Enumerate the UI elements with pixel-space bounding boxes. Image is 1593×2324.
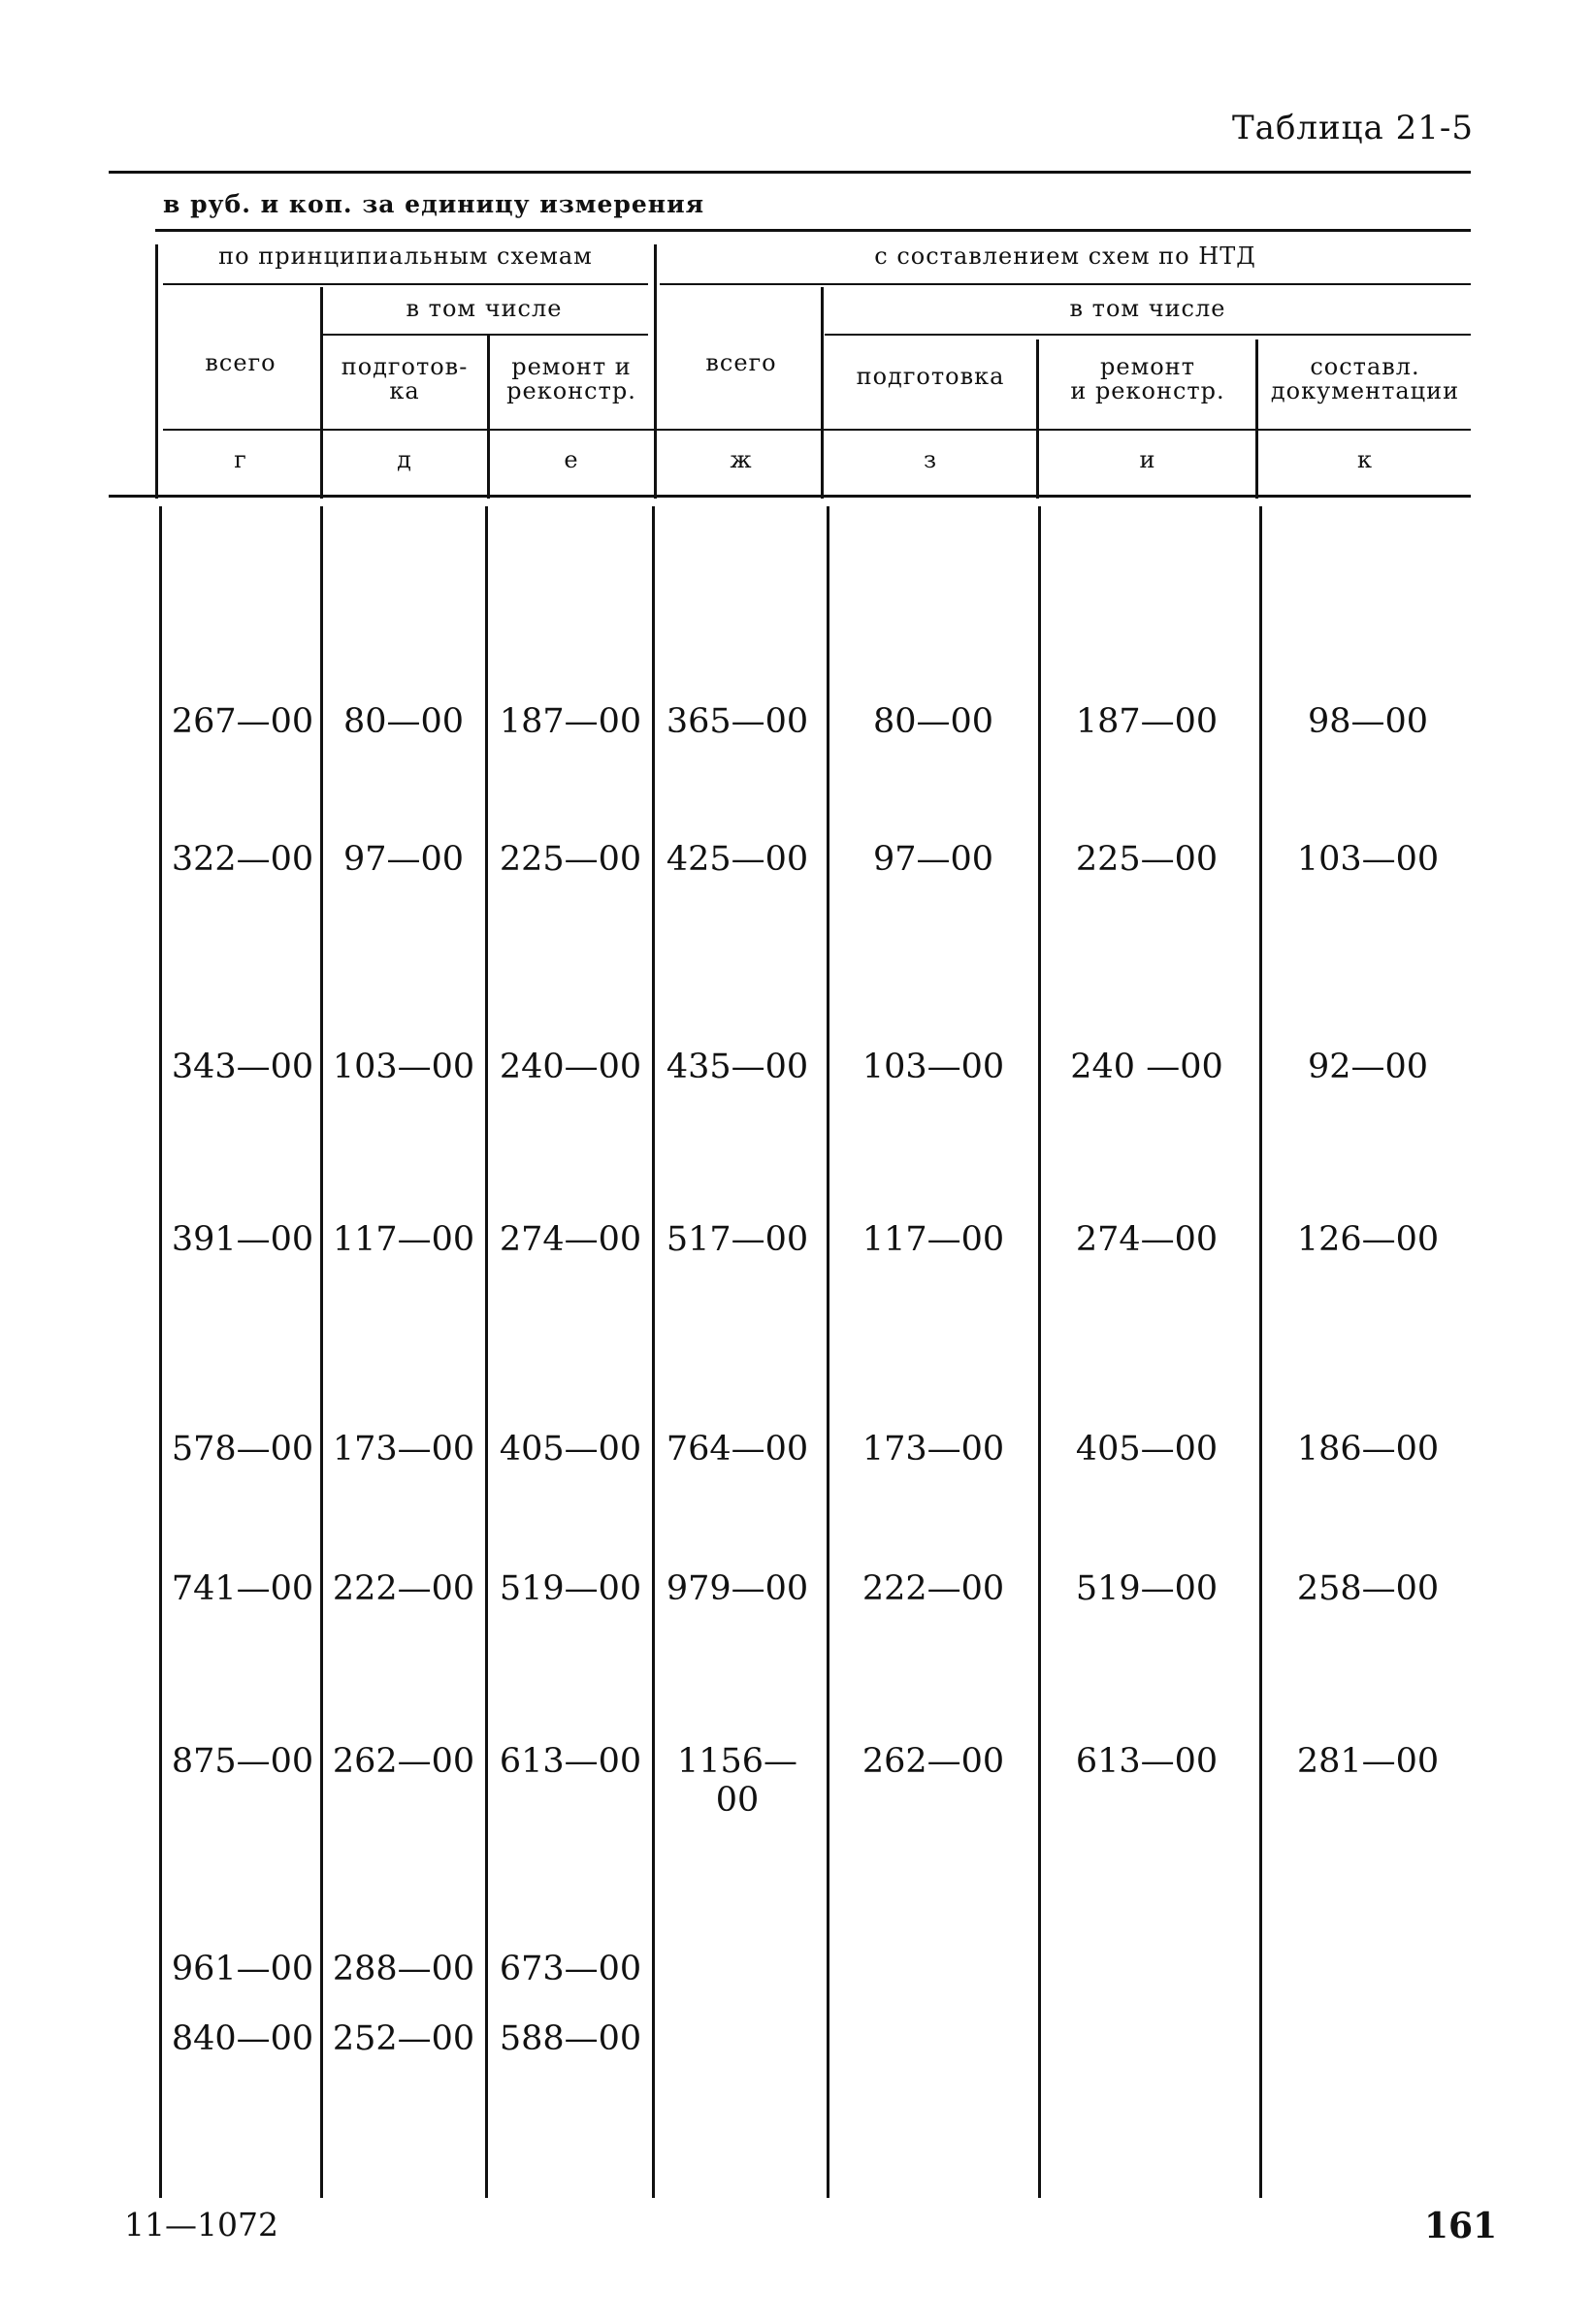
cell-k: 126—00	[1296, 1220, 1440, 1259]
cell-zh: 979—00	[666, 1569, 809, 1608]
cell-e: 225—00	[499, 840, 642, 879]
cell-d: 222—00	[332, 1569, 475, 1608]
column-divider	[1038, 506, 1041, 2198]
col-letter-g: г	[234, 446, 247, 473]
group-rule	[163, 283, 648, 285]
header-group-principal: по принципиальным схемам	[218, 242, 593, 270]
cell-z: 222—00	[862, 1569, 1005, 1608]
page-number: 161	[1424, 2206, 1498, 2246]
column-divider	[159, 506, 162, 2198]
cell-g: 840—00	[171, 2019, 314, 2058]
group-rule-2	[660, 283, 1471, 285]
cell-i: 519—00	[1075, 1569, 1219, 1608]
cell-e: 673—00	[499, 1950, 642, 1988]
cell-e: 405—00	[499, 1430, 642, 1469]
cell-i: 187—00	[1075, 702, 1219, 741]
cell-zh: 764—00	[666, 1430, 809, 1469]
column-divider	[1255, 339, 1258, 499]
col-letter-i: и	[1139, 446, 1156, 473]
column-divider	[487, 336, 490, 499]
cell-g: 343—00	[171, 1048, 314, 1086]
column-divider	[1036, 339, 1039, 499]
cell-e: 187—00	[499, 702, 642, 741]
column-divider	[652, 506, 655, 2198]
cell-zh: 1156—00	[676, 1742, 798, 1820]
cell-i: 613—00	[1075, 1742, 1219, 1781]
cell-zh: 425—00	[666, 840, 809, 879]
units-caption: в руб. и коп. за единицу измерения	[163, 190, 705, 218]
subgroup-rule-2	[825, 334, 1471, 336]
cell-g: 578—00	[171, 1430, 314, 1469]
cell-d: 252—00	[332, 2019, 475, 2058]
col-letter-k: к	[1357, 446, 1373, 473]
column-divider	[1259, 506, 1262, 2198]
cell-e: 613—00	[499, 1742, 642, 1781]
cell-z: 97—00	[872, 840, 994, 879]
units-rule	[155, 229, 1471, 232]
letters-rule	[163, 429, 1471, 431]
cell-z: 103—00	[862, 1048, 1005, 1086]
cell-i: 274—00	[1075, 1220, 1219, 1259]
col-letter-z: з	[923, 446, 938, 473]
header-podgotovka-split: подготов- ка	[341, 353, 469, 405]
subgroup-rule	[320, 334, 648, 336]
header-remont-rekonstr-2: ремонт и реконстр.	[1070, 353, 1225, 405]
header-bottom-rule	[109, 495, 1471, 498]
cell-i: 225—00	[1075, 840, 1219, 879]
cell-g: 961—00	[171, 1950, 314, 1988]
cell-z: 80—00	[872, 702, 994, 741]
table-label: Таблица 21-5	[1232, 109, 1475, 147]
cell-i: 240 —00	[1070, 1048, 1223, 1086]
cell-e: 274—00	[499, 1220, 642, 1259]
column-divider	[821, 287, 824, 499]
cell-g: 322—00	[171, 840, 314, 879]
header-in-that-number: в том числе	[406, 295, 563, 322]
cell-k: 98—00	[1307, 702, 1429, 741]
header-podgotovka: подготовка	[856, 363, 1005, 390]
cell-z: 262—00	[862, 1742, 1005, 1781]
header-in-that-number-2: в том числе	[1069, 295, 1226, 322]
column-divider	[654, 244, 657, 499]
header-sostavl-doc: составл. документации	[1270, 353, 1460, 405]
col-letter-e: е	[564, 446, 579, 473]
column-divider	[485, 506, 488, 2198]
cell-k: 281—00	[1296, 1742, 1440, 1781]
cell-z: 117—00	[862, 1220, 1005, 1259]
cell-zh: 365—00	[666, 702, 809, 741]
cell-z: 173—00	[862, 1430, 1005, 1469]
cell-g: 741—00	[171, 1569, 314, 1608]
cell-e: 519—00	[499, 1569, 642, 1608]
col-letter-zh: ж	[730, 446, 753, 473]
cell-k: 92—00	[1307, 1048, 1429, 1086]
cell-d: 288—00	[332, 1950, 475, 1988]
cell-e: 240—00	[499, 1048, 642, 1086]
cell-zh: 435—00	[666, 1048, 809, 1086]
cell-k: 186—00	[1296, 1430, 1440, 1469]
cell-d: 97—00	[342, 840, 465, 879]
header-vsego-2: всего	[705, 349, 777, 376]
cell-e: 588—00	[499, 2019, 642, 2058]
top-rule	[109, 171, 1471, 174]
cell-k: 103—00	[1296, 840, 1440, 879]
column-divider	[320, 506, 323, 2198]
cell-g: 391—00	[171, 1220, 314, 1259]
cell-d: 103—00	[332, 1048, 475, 1086]
cell-d: 80—00	[342, 702, 465, 741]
column-divider	[155, 244, 158, 499]
col-letter-d: д	[397, 446, 412, 473]
cell-k: 258—00	[1296, 1569, 1440, 1608]
cell-g: 267—00	[171, 702, 314, 741]
column-divider	[827, 506, 829, 2198]
cell-g: 875—00	[171, 1742, 314, 1781]
column-divider	[320, 287, 323, 499]
sheet-code: 11—1072	[124, 2206, 278, 2243]
header-group-ntd: с составлением схем по НТД	[874, 242, 1256, 270]
cell-d: 117—00	[332, 1220, 475, 1259]
header-remont-rekonstr: ремонт и реконстр.	[506, 353, 636, 405]
cell-d: 173—00	[332, 1430, 475, 1469]
cell-d: 262—00	[332, 1742, 475, 1781]
cell-zh: 517—00	[666, 1220, 809, 1259]
cell-i: 405—00	[1075, 1430, 1219, 1469]
header-vsego: всего	[205, 349, 276, 376]
